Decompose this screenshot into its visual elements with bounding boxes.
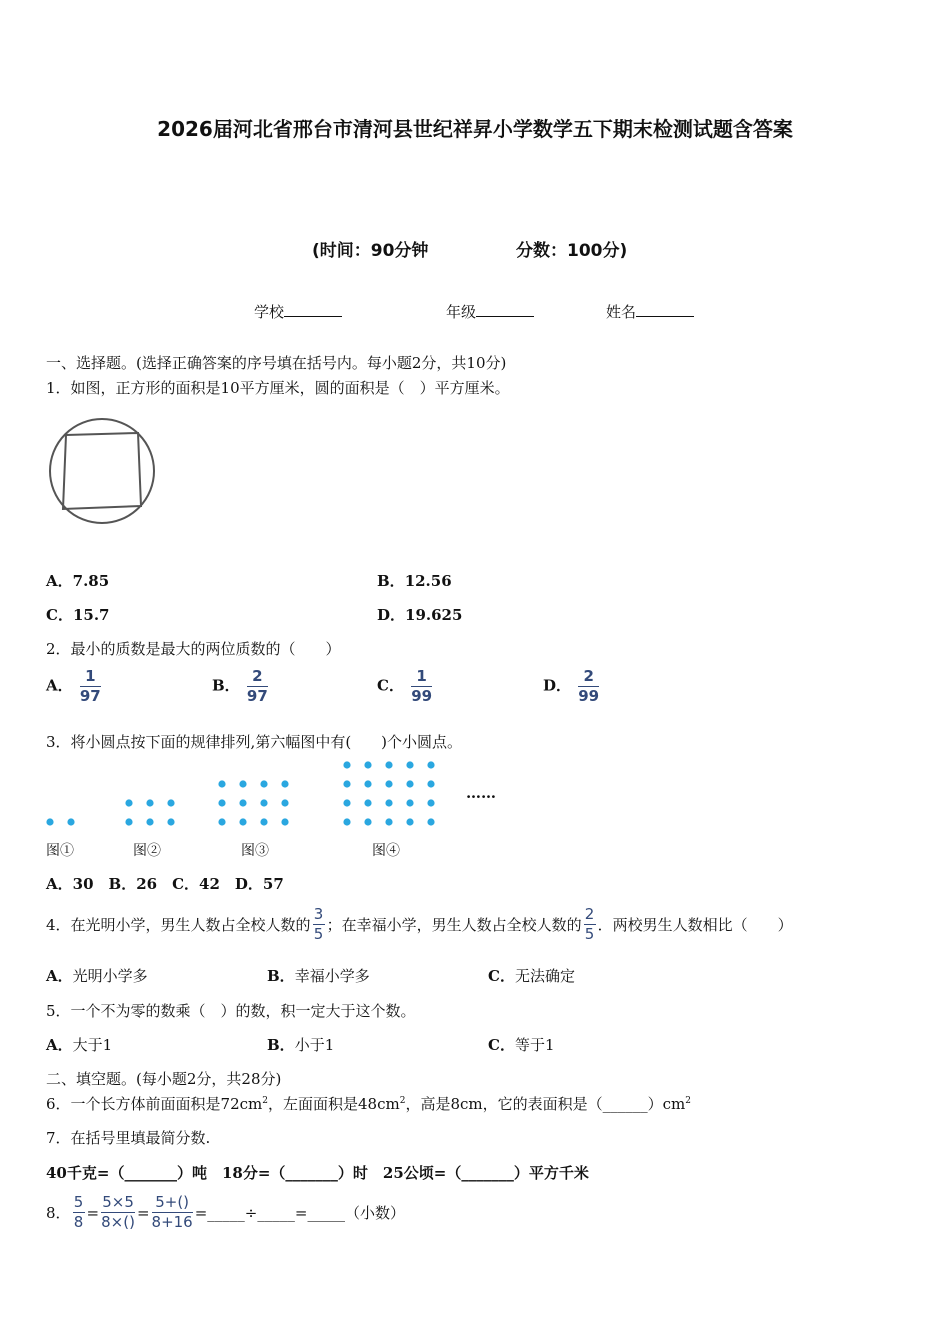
section2-heading: 二、填空题。(每小题2分，共28分) <box>46 1070 282 1088</box>
q2-option-b[interactable]: B． $\frac{2}{97}$ <box>212 667 268 705</box>
question-5 <box>46 1000 416 1021</box>
q1-text: 如图，正方形的面积是10平方厘米，圆的面积是（ ）平方厘米。 <box>70 379 510 397</box>
pattern-dot <box>385 761 392 768</box>
pattern-dot <box>406 818 413 825</box>
q1-number: 1． <box>46 379 71 397</box>
pattern-dot <box>125 818 132 825</box>
pattern-dot <box>427 799 434 806</box>
q2-option-c[interactable]: C． $\frac{1}{99}$ <box>377 667 433 705</box>
q2-option-d[interactable]: D． $\frac{2}{99}$ <box>543 667 600 705</box>
q4-text-b: ；在幸福小学，男生人数占全校人数的 <box>326 916 582 934</box>
pattern-dot <box>167 818 174 825</box>
fraction-1-99: $\frac{1}{99}$ <box>411 667 433 705</box>
pattern-dot <box>146 799 153 806</box>
q5-text: 一个不为零的数乘（ ）的数，积一定大于这个数。 <box>70 1002 416 1020</box>
question-8: 8． $\frac{5}{8}$ = $\frac{5\times 5}{8\times()}$ = $\frac{5+()}{8+16}$ =_____÷_____=_____（小数） <box>46 1193 405 1231</box>
figure-label-1: 图① <box>46 843 74 859</box>
pattern-dot <box>343 761 350 768</box>
pattern-dot <box>427 818 434 825</box>
fraction-2-97: $\frac{2}{97}$ <box>246 667 268 705</box>
pattern-dot <box>218 780 225 787</box>
q3-number: 3． <box>46 733 71 751</box>
figure-label-4: 图④ <box>372 843 400 859</box>
pattern-dot <box>125 799 132 806</box>
question-6: 6．一个长方体前面面积是$72cm^2$，左面面积是$48cm^2$，高是8cm，它的表面积是$(\_\_\_\_\_\_)cm^2$ <box>46 1095 691 1113</box>
q5-option-b[interactable]: B．小于1 <box>267 1036 335 1054</box>
pattern-dot <box>427 761 434 768</box>
pattern-dot <box>406 799 413 806</box>
pattern-dot <box>385 818 392 825</box>
q4-option-c[interactable]: C．无法确定 <box>488 967 575 985</box>
pattern-dot <box>260 799 267 806</box>
pattern-dot <box>167 799 174 806</box>
name-label: 姓名 <box>606 303 637 321</box>
pattern-ellipsis: …… <box>466 784 496 802</box>
q1-option-b[interactable]: B．12.56 <box>377 572 452 590</box>
pattern-dot <box>406 761 413 768</box>
pattern-dot <box>281 799 288 806</box>
q4-option-b[interactable]: B．幸福小学多 <box>267 967 370 985</box>
pattern-dot <box>218 818 225 825</box>
q5-option-a[interactable]: A．大于1 <box>46 1036 113 1054</box>
fraction-expand: $\frac{5\times 5}{8\times()}$ <box>101 1193 135 1231</box>
pattern-dot <box>343 780 350 787</box>
q7-text: 在括号里填最简分数. <box>70 1129 211 1147</box>
q4-option-a[interactable]: A．光明小学多 <box>46 967 148 985</box>
fraction-1-97: $\frac{1}{97}$ <box>79 667 101 705</box>
question-4 <box>46 906 793 943</box>
q4-number: 4． <box>46 916 71 934</box>
q7-number: 7． <box>46 1129 71 1147</box>
figure-label-2: 图② <box>133 843 161 859</box>
grade-label: 年级 <box>446 303 477 321</box>
q8-number: 8． <box>46 1204 71 1222</box>
fraction-2-99: $\frac{2}{99}$ <box>578 667 600 705</box>
q6-text-b: ，左面面积是48cm <box>268 1095 400 1113</box>
page-title: 2026届河北省邢台市清河县世纪祥昇小学数学五下期末检测试题含答案 <box>157 117 793 141</box>
pattern-dot <box>260 818 267 825</box>
pattern-dot <box>385 780 392 787</box>
q8-tail[interactable]: =_____÷_____=_____（小数） <box>194 1204 405 1222</box>
q2-text: 最小的质数是最大的两位质数的（ ） <box>70 640 341 658</box>
pattern-dot <box>343 799 350 806</box>
q6-text-a: 一个长方体前面面积是72cm <box>70 1095 263 1113</box>
pattern-dot <box>364 780 371 787</box>
figure-label-3: 图③ <box>241 843 269 859</box>
pattern-dot <box>281 818 288 825</box>
q1-option-a[interactable]: A．7.85 <box>46 572 110 590</box>
fraction-5-8: $\frac{5}{8}$ <box>73 1193 84 1231</box>
pattern-dot <box>364 799 371 806</box>
pattern-dot <box>239 799 246 806</box>
q1-option-c[interactable]: C．15.7 <box>46 606 110 624</box>
pattern-dot <box>364 761 371 768</box>
pattern-dot <box>406 780 413 787</box>
q3-options[interactable]: A．30 B．26 C．42 D．57 <box>46 875 284 893</box>
q6-text-c: ，高是8cm，它的表面积是（______）cm <box>405 1095 686 1113</box>
pattern-dot <box>239 818 246 825</box>
pattern-dot <box>146 818 153 825</box>
school-label: 学校 <box>254 303 285 321</box>
pattern-dot <box>343 818 350 825</box>
q6-number: 6． <box>46 1095 71 1113</box>
section1-heading: 一、选择题。(选择正确答案的序号填在括号内。每小题2分，共10分) <box>46 354 507 372</box>
pattern-dot <box>385 799 392 806</box>
pattern-dot <box>239 780 246 787</box>
q4-text-a: 在光明小学，男生人数占全校人数的 <box>70 916 311 934</box>
pattern-dot <box>281 780 288 787</box>
q5-option-c[interactable]: C．等于1 <box>488 1036 555 1054</box>
q3-text: 将小圆点按下面的规律排列,第六幅图中有( )个小圆点。 <box>70 733 463 751</box>
question-7 <box>46 1127 210 1148</box>
pattern-dot <box>364 818 371 825</box>
exam-time: (时间：90分钟 <box>312 241 429 261</box>
fraction-add: $\frac{5+()}{8+16}$ <box>151 1193 193 1231</box>
q4-text-c: ．两校男生人数相比（ ） <box>597 916 793 934</box>
exam-score: 分数：100分) <box>516 241 628 261</box>
fraction-2-5: $\frac{2}{5}$ <box>584 905 595 943</box>
pattern-dot <box>67 818 74 825</box>
pattern-dot <box>260 780 267 787</box>
q2-number: 2． <box>46 640 71 658</box>
pattern-dot <box>427 780 434 787</box>
q2-option-a[interactable]: A． $\frac{1}{97}$ <box>46 667 101 705</box>
q1-option-d[interactable]: D．19.625 <box>377 606 463 624</box>
q7-blanks-line[interactable]: 40千克=（_______）吨 18分=（_______）时 25公顷=（_______）平方千米 <box>46 1164 589 1182</box>
q5-number: 5． <box>46 1002 71 1020</box>
fraction-3-5: $\frac{3}{5}$ <box>313 905 324 943</box>
pattern-dot <box>46 818 53 825</box>
pattern-dot <box>218 799 225 806</box>
